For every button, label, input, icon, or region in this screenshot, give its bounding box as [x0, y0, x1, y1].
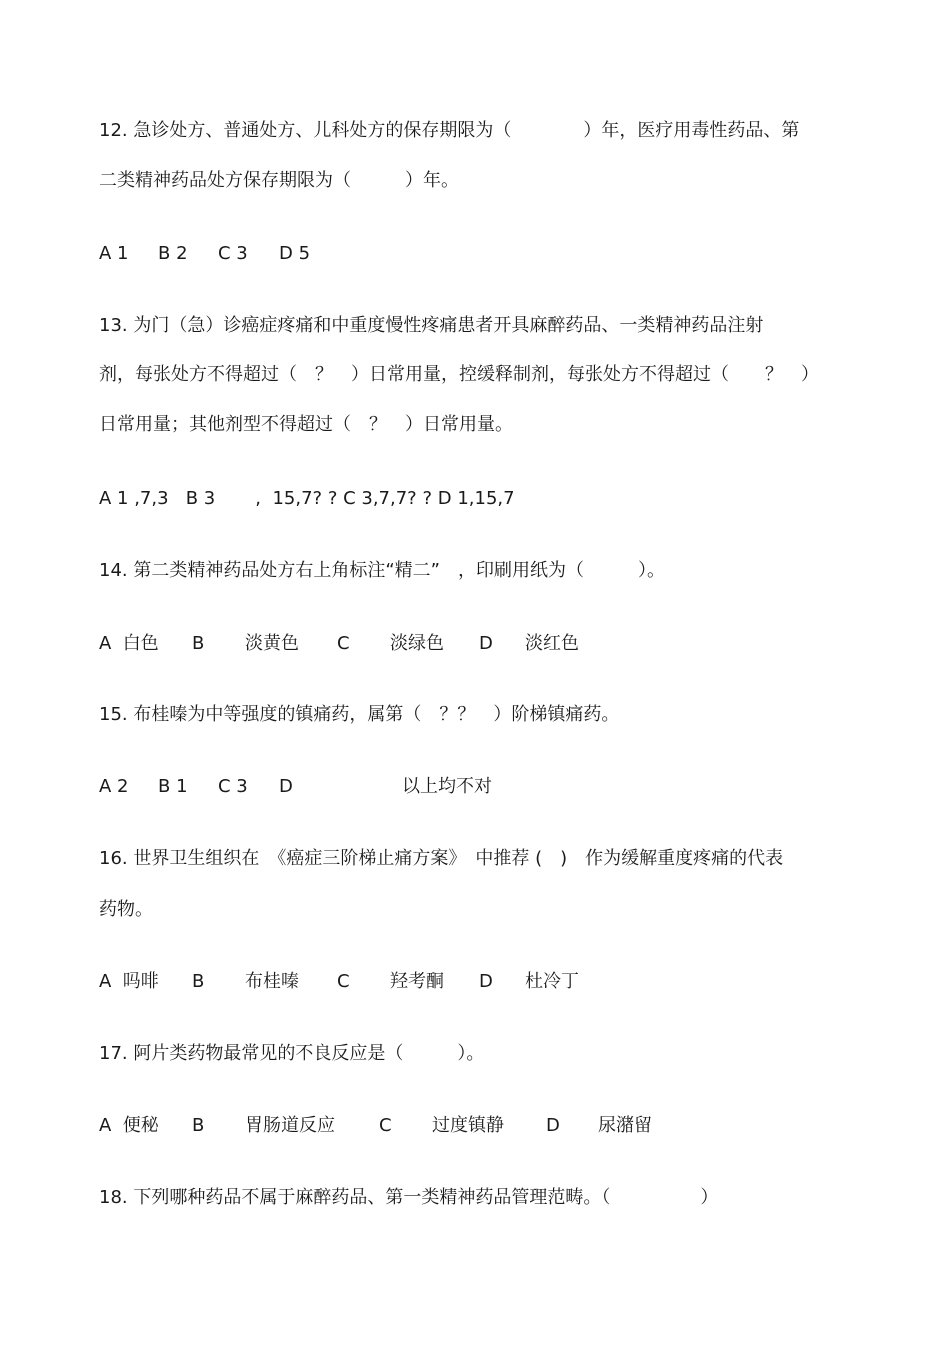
question-13-text-line3: 日常用量；其他剂型不得超过（ ？ ）日常用量。 [99, 414, 513, 435]
option-d-text: 杜冷丁 [525, 971, 579, 992]
question-12-text-line2: 二类精神药品处方保存期限为（ ）年。 [99, 170, 459, 191]
option-d-text: 尿潴留 [598, 1115, 652, 1136]
option-b: B 1 [158, 776, 188, 797]
question-13-options: A 1 ,7,3 B 3 , 15,7? ? C 3,7,7? ? D 1,15,7 [99, 488, 515, 509]
option-c-text: 淡绿色 [390, 633, 444, 654]
option-d-text: 以上均不对 [402, 776, 492, 797]
option-b-letter: B [192, 971, 205, 992]
option-d-text: 淡红色 [525, 633, 579, 654]
option-c-letter: C [337, 633, 350, 654]
option-d-letter: D [479, 971, 493, 992]
option-b-letter: B [192, 633, 205, 654]
option-b-text: 布桂嗪 [245, 971, 299, 992]
option-a: A 2 [99, 776, 129, 797]
option-b-text: 胃肠道反应 [245, 1115, 335, 1136]
option-b: B 2 [158, 243, 188, 264]
question-13-text-line1: 13. 为门（急）诊癌症疼痛和中重度慢性疼痛患者开具麻醉药品、一类精神药品注射 [99, 315, 764, 336]
option-d-letter: D [479, 633, 493, 654]
question-16-text-line2: 药物。 [99, 899, 153, 920]
question-15-text: 15. 布桂嗪为中等强度的镇痛药，属第（ ？？ ）阶梯镇痛药。 [99, 704, 620, 725]
option-b-letter: B [192, 1115, 205, 1136]
option-a: A 1 [99, 243, 129, 264]
question-18-text: 18. 下列哪种药品不属于麻醉药品、第一类精神药品管理范畴。（ ） [99, 1187, 719, 1208]
option-b-text: 淡黄色 [245, 633, 299, 654]
option-c-letter: C [337, 971, 350, 992]
option-c: C 3 [218, 776, 248, 797]
option-c-text: 羟考酮 [390, 971, 444, 992]
option-a: A 白色 [99, 633, 159, 654]
option-d-letter: D [546, 1115, 560, 1136]
option-d-letter: D [279, 776, 293, 797]
question-12-text-line1: 12. 急诊处方、普通处方、儿科处方的保存期限为（ ）年，医疗用毒性药品、第 [99, 120, 800, 141]
option-a: A 便秘 [99, 1115, 159, 1136]
question-17-text: 17. 阿片类药物最常见的不良反应是（ ）。 [99, 1043, 485, 1064]
question-14-text: 14. 第二类精神药品处方右上角标注“精二” ，印刷用纸为（ ）。 [99, 560, 665, 581]
option-c-text: 过度镇静 [432, 1115, 504, 1136]
option-c: C 3 [218, 243, 248, 264]
question-16-text-line1: 16. 世界卫生组织在 《癌症三阶梯止痛方案》 中推荐 ( ) 作为缓解重度疼痛的代表 [99, 848, 784, 869]
question-13-text-line2: 剂，每张处方不得超过（ ？ ）日常用量，控缓释制剂，每张处方不得超过（ ？ ） [99, 364, 819, 385]
option-d: D 5 [279, 243, 311, 264]
option-c-letter: C [379, 1115, 392, 1136]
option-a: A 吗啡 [99, 971, 159, 992]
